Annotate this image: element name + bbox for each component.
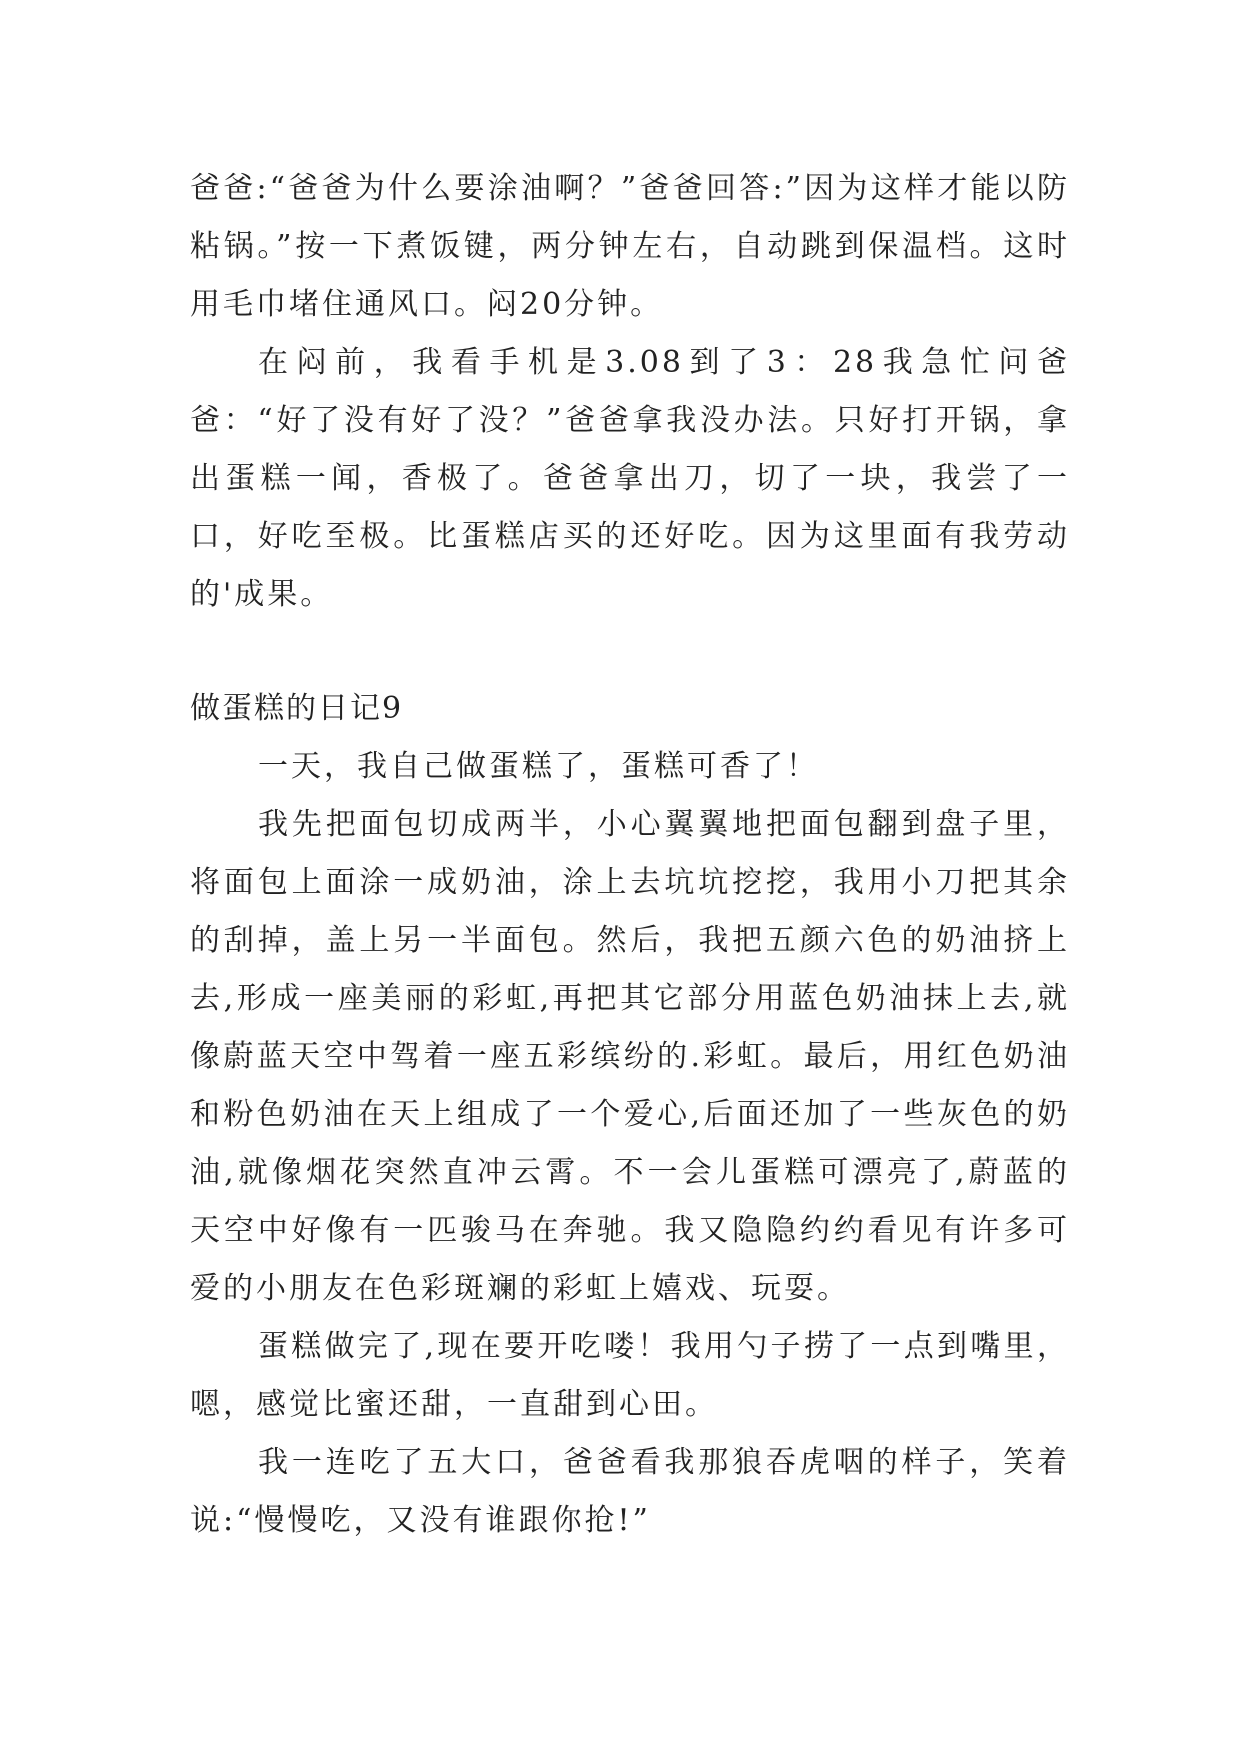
section-title: 做蛋糕的日记9 [190, 691, 404, 726]
paragraph: 爸爸:“爸爸为什么要涂油啊？”爸爸回答:”因为这样才能以防粘锅。”按一下煮饭键，两分钟左右，自动跳到保温档。这时用毛巾堵住通风口。闷20分钟。 [190, 171, 1070, 322]
paragraph: 一天，我自己做蛋糕了，蛋糕可香了！ [258, 749, 819, 784]
continued-section [190, 160, 1070, 624]
paragraph: 我一连吃了五大口，爸爸看我那狼吞虎咽的样子，笑着说:“慢慢吃，又没有谁跟你抢!” [190, 1445, 1070, 1538]
paragraph: 在闷前，我看手机是3.08到了3：28我急忙问爸爸：“好了没有好了没？”爸爸拿我没办法。只好打开锅，拿出蛋糕一闻，香极了。爸爸拿出刀，切了一块，我尝了一口，好吃至极。比蛋糕店买的还好吃。因为这里面有我劳动的'成果。 [190, 345, 1070, 612]
paragraph: 蛋糕做完了,现在要开吃喽！我用勺子捞了一点到嘴里，嗯，感觉比蜜还甜，一直甜到心田。 [190, 1329, 1070, 1422]
diary-9-section [190, 680, 1070, 1550]
paragraph: 我先把面包切成两半，小心翼翼地把面包翻到盘子里，将面包上面涂一成奶油，涂上去坑坑挖挖，我用小刀把其余的刮掉，盖上另一半面包。然后，我把五颜六色的奶油挤上去,形成一座美丽的彩虹,再把其它部分用蓝色奶油抹上去,就像蔚蓝天空中驾着一座五彩缤纷的.彩虹。最后，用红色奶油和粉色奶油在天上组成了一个爱心,后面还加了一些灰色的奶油,就像烟花突然直冲云霄。不一会儿蛋糕可漂亮了,蔚蓝的天空中好像有一匹骏马在奔驰。我又隐隐约约看见有许多可爱的小朋友在色彩斑斓的彩虹上嬉戏、玩耍。 [190, 807, 1070, 1306]
